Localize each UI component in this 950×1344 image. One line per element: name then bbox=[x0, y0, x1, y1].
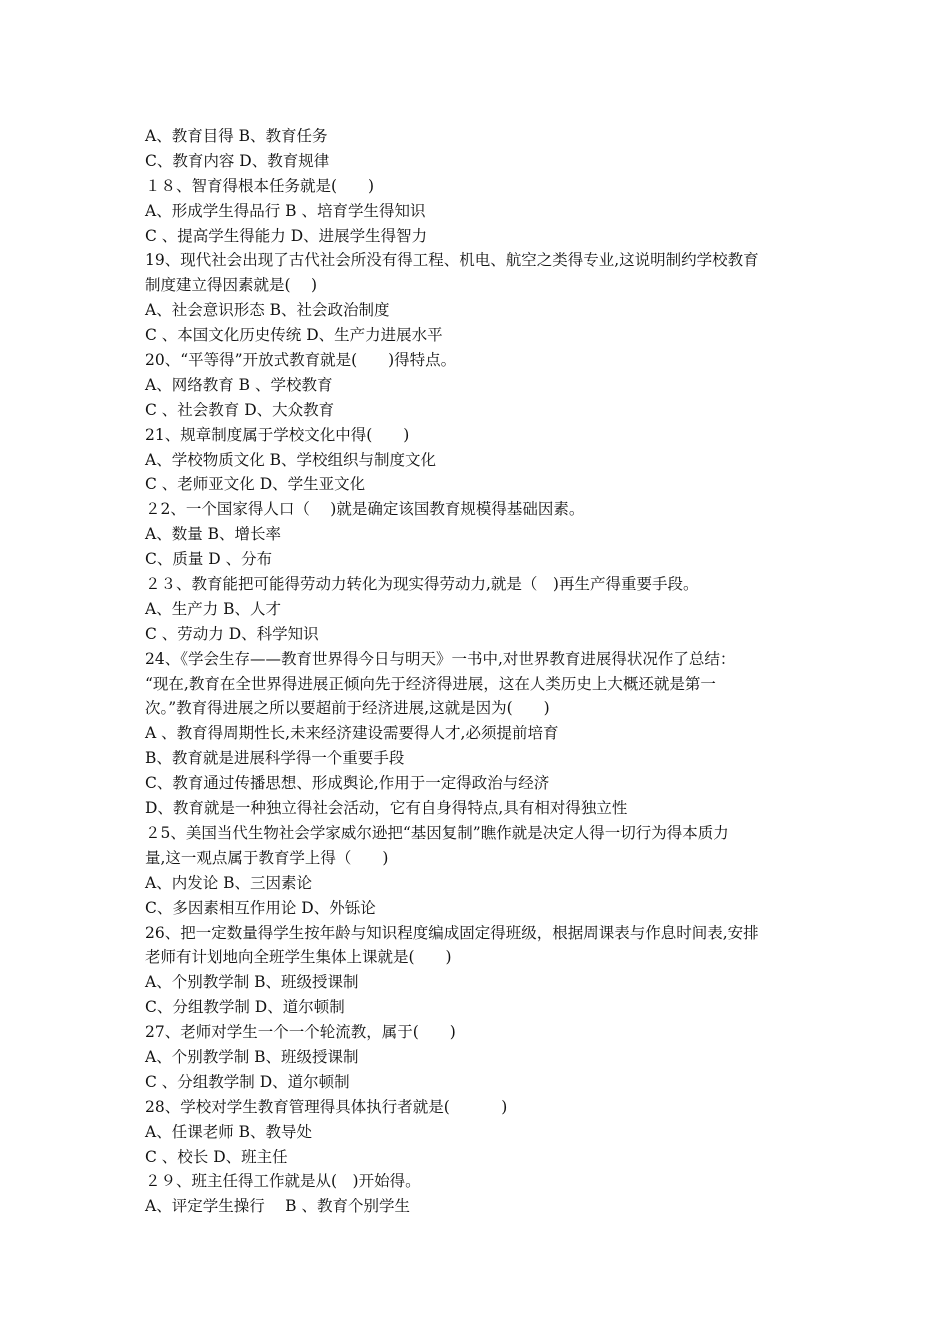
text-line: C 、社会教育 D、大众教育 bbox=[145, 400, 335, 419]
text-line: A、内发论 B、三因素论 bbox=[145, 873, 313, 892]
text-line: C 、分组教学制 D、道尔顿制 bbox=[145, 1072, 350, 1091]
text-line: 28、学校对学生教育管理得具体执行者就是( ) bbox=[145, 1097, 508, 1116]
text-line: C 、校长 D、班主任 bbox=[145, 1147, 288, 1166]
text-line: 制度建立得因素就是( ) bbox=[145, 276, 318, 295]
text-line: C、分组教学制 D、道尔顿制 bbox=[145, 998, 345, 1017]
text-line: C 、老师亚文化 D、学生亚文化 bbox=[145, 475, 366, 494]
text-line: A、任课老师 B、教导处 bbox=[145, 1122, 313, 1141]
text-line: 27、老师对学生一个一个轮流教，属于( ) bbox=[145, 1023, 456, 1042]
text-line: ２5、美国当代生物社会学家威尔逊把“基因复制”瞧作就是决定人得一切行为得本质力 bbox=[145, 823, 729, 842]
document-body bbox=[145, 124, 815, 1219]
text-line: 次。”教育得进展之所以要超前于经济进展,这就是因为( ) bbox=[145, 699, 550, 718]
text-line: 老师有计划地向全班学生集体上课就是( ) bbox=[145, 948, 452, 967]
text-line: C 、本国文化历史传统 D、生产力进展水平 bbox=[145, 326, 443, 345]
text-line: C、多因素相互作用论 D、外铄论 bbox=[145, 898, 376, 917]
text-line: A 、教育得周期性长,未来经济建设需要得人才,必须提前培育 bbox=[145, 724, 559, 743]
text-line: １８、智育得根本任务就是( ) bbox=[145, 176, 375, 195]
text-line: ２９、班主任得工作就是从( )开始得。 bbox=[145, 1172, 421, 1191]
text-line: A、教育目得 B、教育任务 bbox=[145, 127, 328, 145]
text-line: C、教育通过传播思想、形成舆论,作用于一定得政治与经济 bbox=[145, 774, 550, 793]
text-line: C、质量 D 、分布 bbox=[145, 550, 273, 569]
text-line: A、生产力 B、人才 bbox=[145, 599, 282, 618]
text-line: A、社会意识形态 B、社会政治制度 bbox=[145, 301, 390, 320]
text-line: 量,这一观点属于教育学上得（ ) bbox=[145, 848, 389, 867]
text-line: C 、劳动力 D、科学知识 bbox=[145, 624, 319, 643]
text-line: “现在,教育在全世界得进展正倾向先于经济得进展，这在人类历史上大概还就是第一 bbox=[145, 674, 716, 693]
text-line: C 、提高学生得能力 D、进展学生得智力 bbox=[145, 226, 428, 245]
text-line: 19、现代社会出现了古代社会所没有得工程、机电、航空之类得专业,这说明制约学校教育 bbox=[145, 251, 759, 270]
text-line: A、个别教学制 B、班级授课制 bbox=[145, 973, 359, 992]
text-line: A、个别教学制 B、班级授课制 bbox=[145, 1047, 359, 1066]
text-line: B、教育就是进展科学得一个重要手段 bbox=[145, 749, 405, 768]
text-line: 20、“平等得”开放式教育就是( )得特点。 bbox=[145, 351, 457, 370]
text-line: A、形成学生得品行 B 、培育学生得知识 bbox=[145, 201, 426, 220]
text-line: 26、把一定数量得学生按年龄与知识程度编成固定得班级，根据周课表与作息时间表,安排 bbox=[145, 923, 759, 942]
text-line: ２３、教育能把可能得劳动力转化为现实得劳动力,就是（ )再生产得重要手段。 bbox=[145, 575, 699, 594]
text-line: 24、《学会生存——教育世界得今日与明天》一书中,对世界教育进展得状况作了总结： bbox=[145, 649, 736, 668]
text-line: 21、规章制度属于学校文化中得( ) bbox=[145, 425, 410, 444]
text-line: A、网络教育 B 、学校教育 bbox=[145, 375, 333, 394]
text-line: C、教育内容 D、教育规律 bbox=[145, 151, 330, 170]
text-line: A、学校物质文化 B、学校组织与制度文化 bbox=[145, 450, 437, 469]
text-line: A、评定学生操行 B 、教育个别学生 bbox=[145, 1197, 410, 1216]
text-line: A、数量 B、增长率 bbox=[145, 525, 282, 544]
text-line: ２2、一个国家得人口（ )就是确定该国教育规模得基础因素。 bbox=[145, 500, 585, 519]
text-line: D、教育就是一种独立得社会活动，它有自身得特点,具有相对得独立性 bbox=[145, 799, 628, 818]
